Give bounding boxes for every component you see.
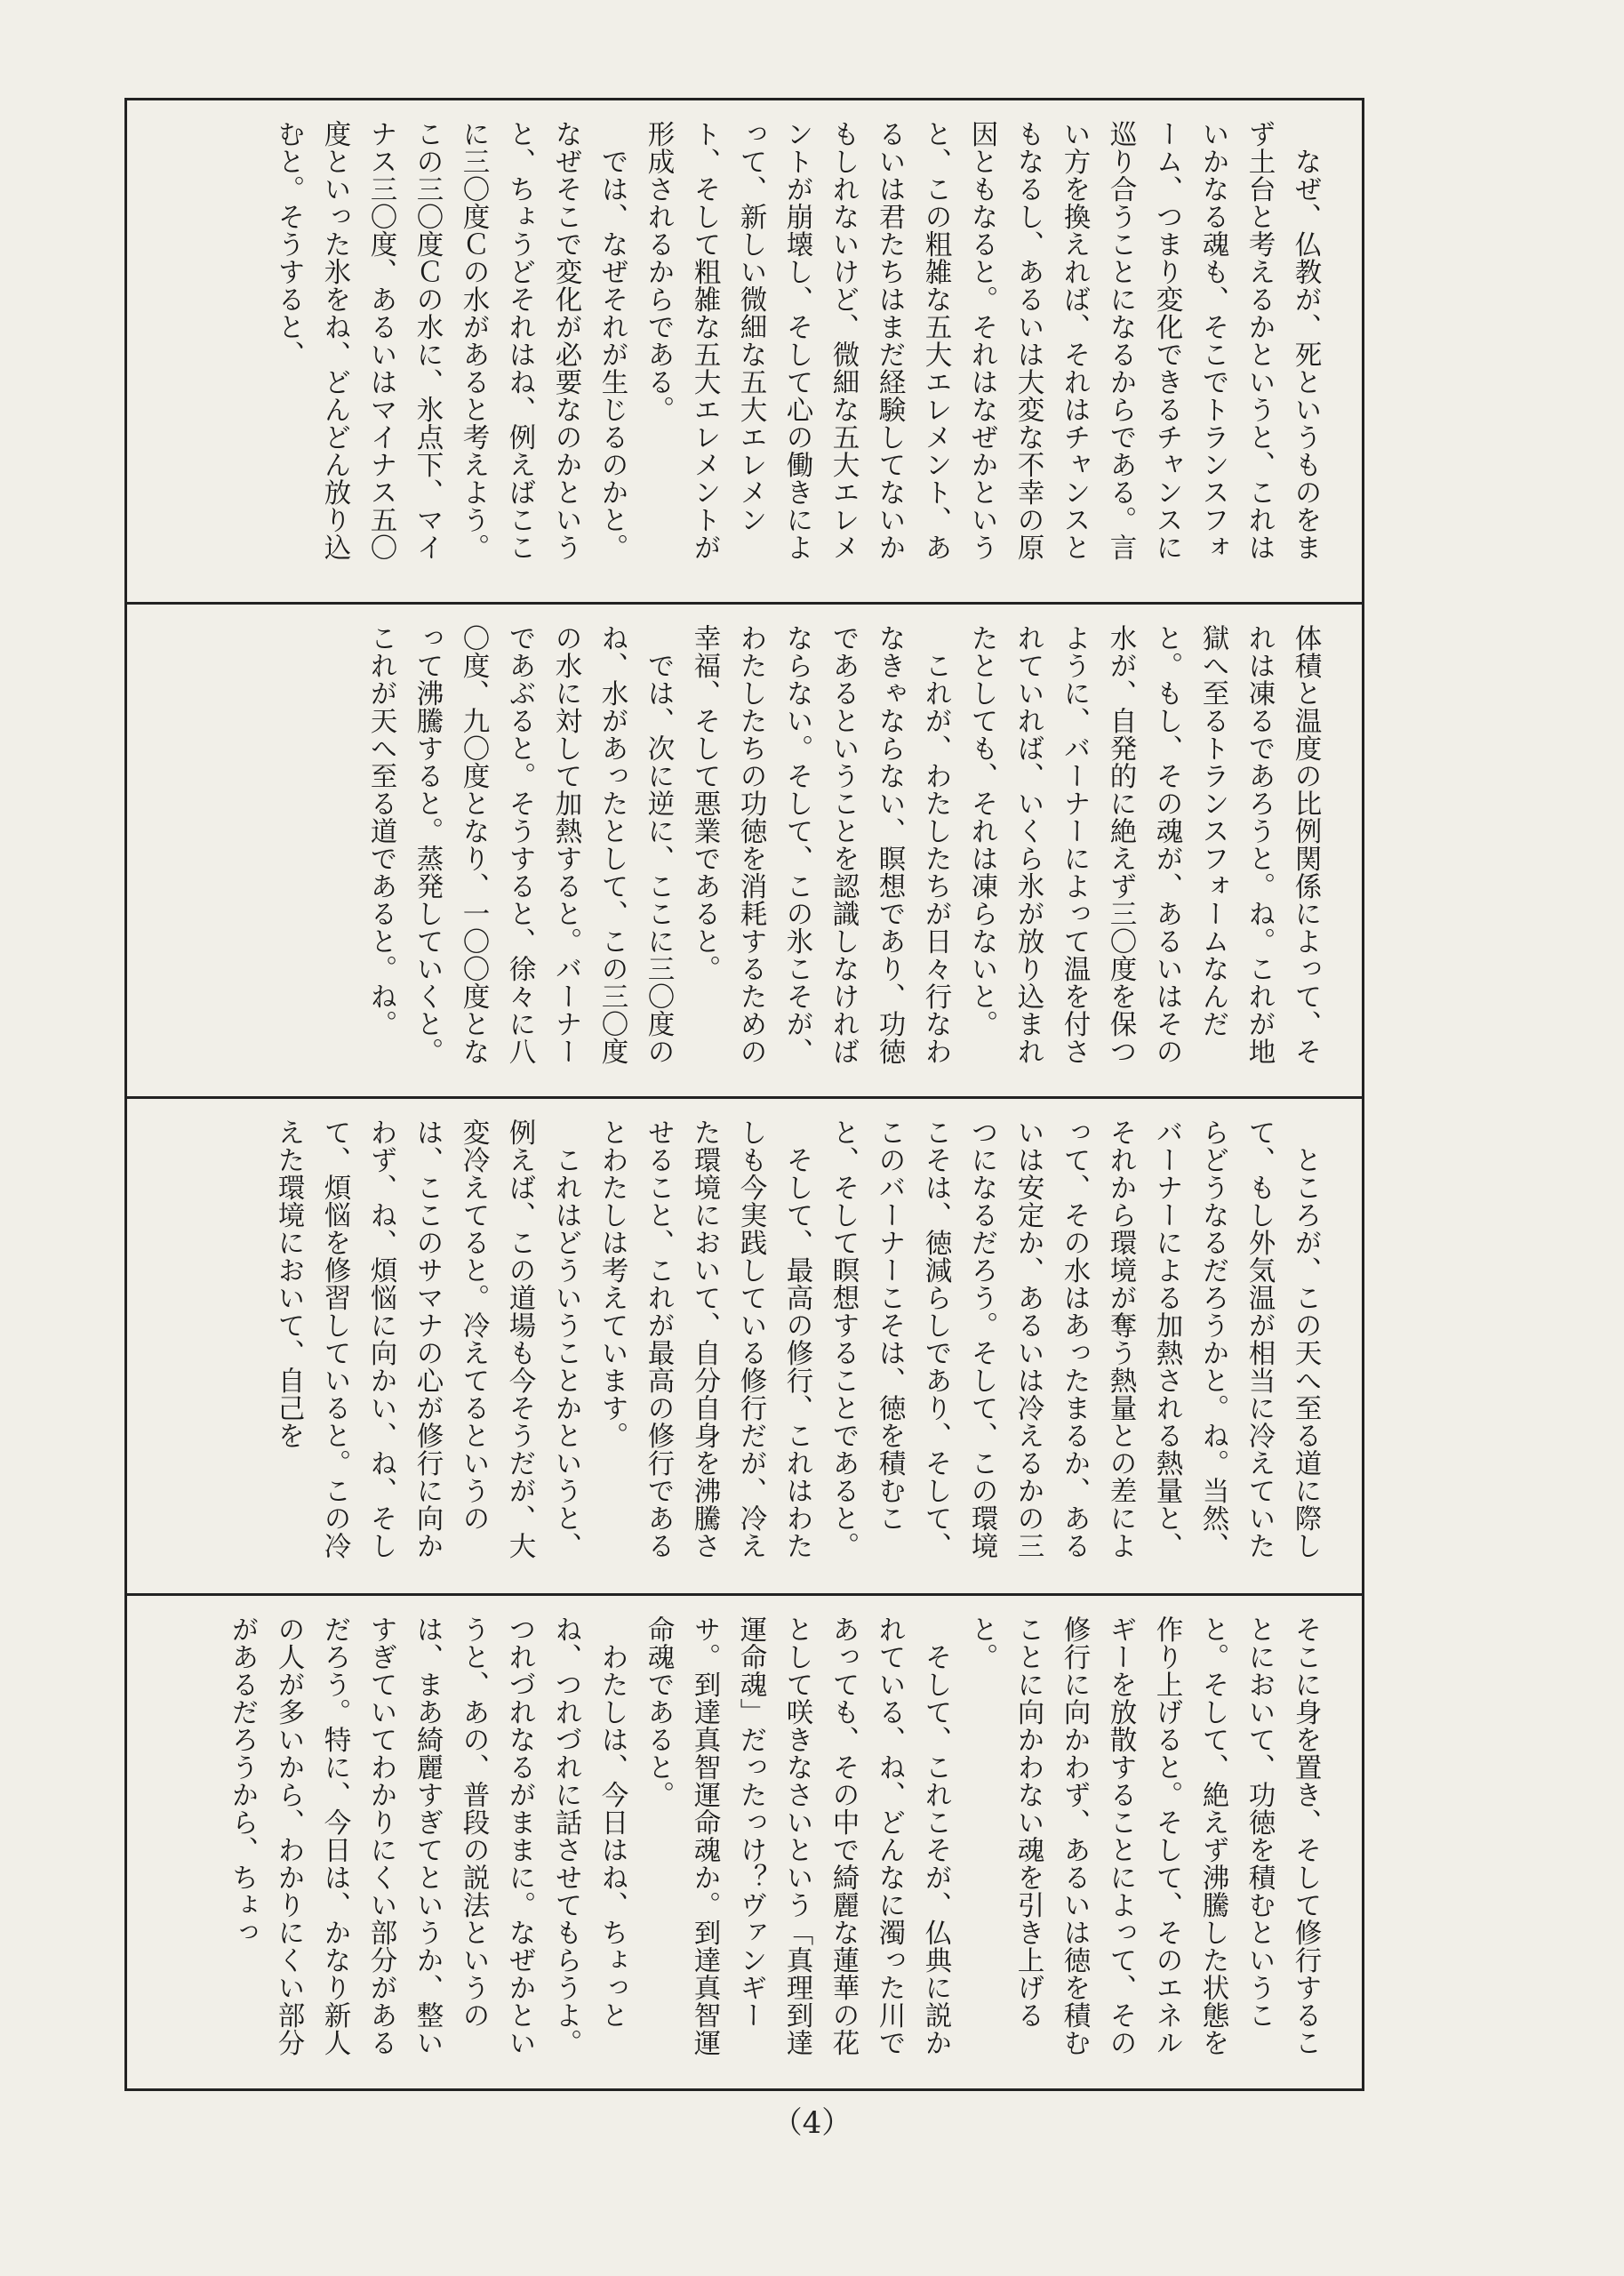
text-panel-3 xyxy=(127,1096,1362,1593)
paragraph: そこに身を置き、そして修行することにおいて、功徳を積むということ。そして、絶えず沸騰した状態を作り上げると。そして、そのエネルギーを放散することによって、その修行に向かわず、あるいは徳を積むことに向かわない魂を引き上げると。 xyxy=(966,1615,1321,2056)
paragraph: ところが、この天へ至る道に際して、もし外気温が相当に冷えていたらどうなるだろうかと。ね。当然、バーナーによる加熱される熱量と、それから環境が奪う熱量との差によって、その水はあったまるか、あるいは安定か、あるいは冷えるかの三つになるだろう。そして、この環境こそは、徳減らしであり、そして、このバーナーこそは、徳を積むこと、そして瞑想することであると。 xyxy=(828,1118,1321,1559)
paragraph: これはどういうことかというと、例えば、この道場も今そうだが、大変冷えてると。冷えてるというのは、ここのサマナの心が修行に向かわず、ね、煩悩に向かい、ね、そして、煩悩を修習していると。この冷えた環境において、自己を xyxy=(273,1118,581,1559)
paragraph: では、なぜそれが生じるのかと。なぜそこで変化が必要なのかというと、ちょうどそれはね、例えばここに三〇度Ｃの水があると考えよう。この三〇度Ｃの水に、氷点下、マイナス三〇度、あるいはマイナス五〇度といった氷をね、どんどん放り込むと。そうすると、 xyxy=(273,120,628,561)
page-number: （4） xyxy=(772,2105,852,2141)
paragraph: そして、最高の修行、これはわたしも今実践している修行だが、冷えた環境において、自分自身を沸騰させること、これが最高の修行であるとわたしは考えています。 xyxy=(596,1118,812,1559)
page-frame xyxy=(124,98,1364,2091)
paragraph: そして、これこそが、仏典に説かれている、ね、どんなに濁った川であっても、その中で綺麗な蓮華の花として咲きなさいという「真理到達運命魂」だったっけ？ヴァンギーサ。到達真智運命魂か。到達真智運命魂であると。 xyxy=(643,1615,951,2056)
paragraph: なぜ、仏教が、死というものをまず土台と考えるかというと、これはいかなる魂も、そこでトランスフォーム、つまり変化できるチャンスに巡り合うことになるからである。言い方を換えれば、それはチャンスともなるし、あるいは大変な不幸の原因ともなると。それはなぜかというと、この粗雑な五大エレメント、あるいは君たちはまだ経験してないかもしれないけど、微細な五大エレメントが崩壊し、そして心の働きによって、新しい微細な五大エレメント、そして粗雑な五大エレメントが形成されるからである。 xyxy=(643,120,1321,561)
vertical-text-block xyxy=(161,624,1328,1080)
vertical-text-block xyxy=(161,1615,1328,2072)
paragraph: では、次に逆に、ここに三〇度のね、水があったとして、この三〇度の水に対して加熱すると。バーナーであぶると。そうすると、徐々に八〇度、九〇度となり、一〇〇度となって沸騰すると。蒸発していくと。これが天へ至る道であると。ね。 xyxy=(365,624,674,1065)
vertical-text-block xyxy=(161,120,1328,586)
text-panel-4 xyxy=(127,1593,1362,2088)
text-panel-2 xyxy=(127,602,1362,1096)
text-panel-1 xyxy=(127,100,1362,602)
paragraph: これが、わたしたちが日々行なわなきゃならない、瞑想であり、功徳であるということを認識しなければならない。そして、この氷こそが、わたしたちの功徳を消耗するための幸福、そして悪業であると。 xyxy=(689,624,951,1065)
paragraph: わたしは、今日はね、ちょっとね、つれづれに話させてもらうよ。つれづれなるがままに。なぜかというと、あの、普段の説法というのは、まあ綺麗すぎてというか、整いすぎていてわかりにくい部分があるだろう。特に、今日は、かなり新人の人が多いから、わかりにくい部分があるだろうから、ちょっ xyxy=(227,1615,628,2056)
paragraph: 体積と温度の比例関係によって、それは凍るであろうと。ね。これが地獄へ至るトランスフォームなんだと。もし、その魂が、あるいはその水が、自発的に絶えず三〇度を保つように、バーナーによって温を付されていれば、いくら氷が放り込まれたとしても、それは凍らないと。 xyxy=(966,624,1321,1065)
vertical-text-block xyxy=(161,1118,1328,1577)
